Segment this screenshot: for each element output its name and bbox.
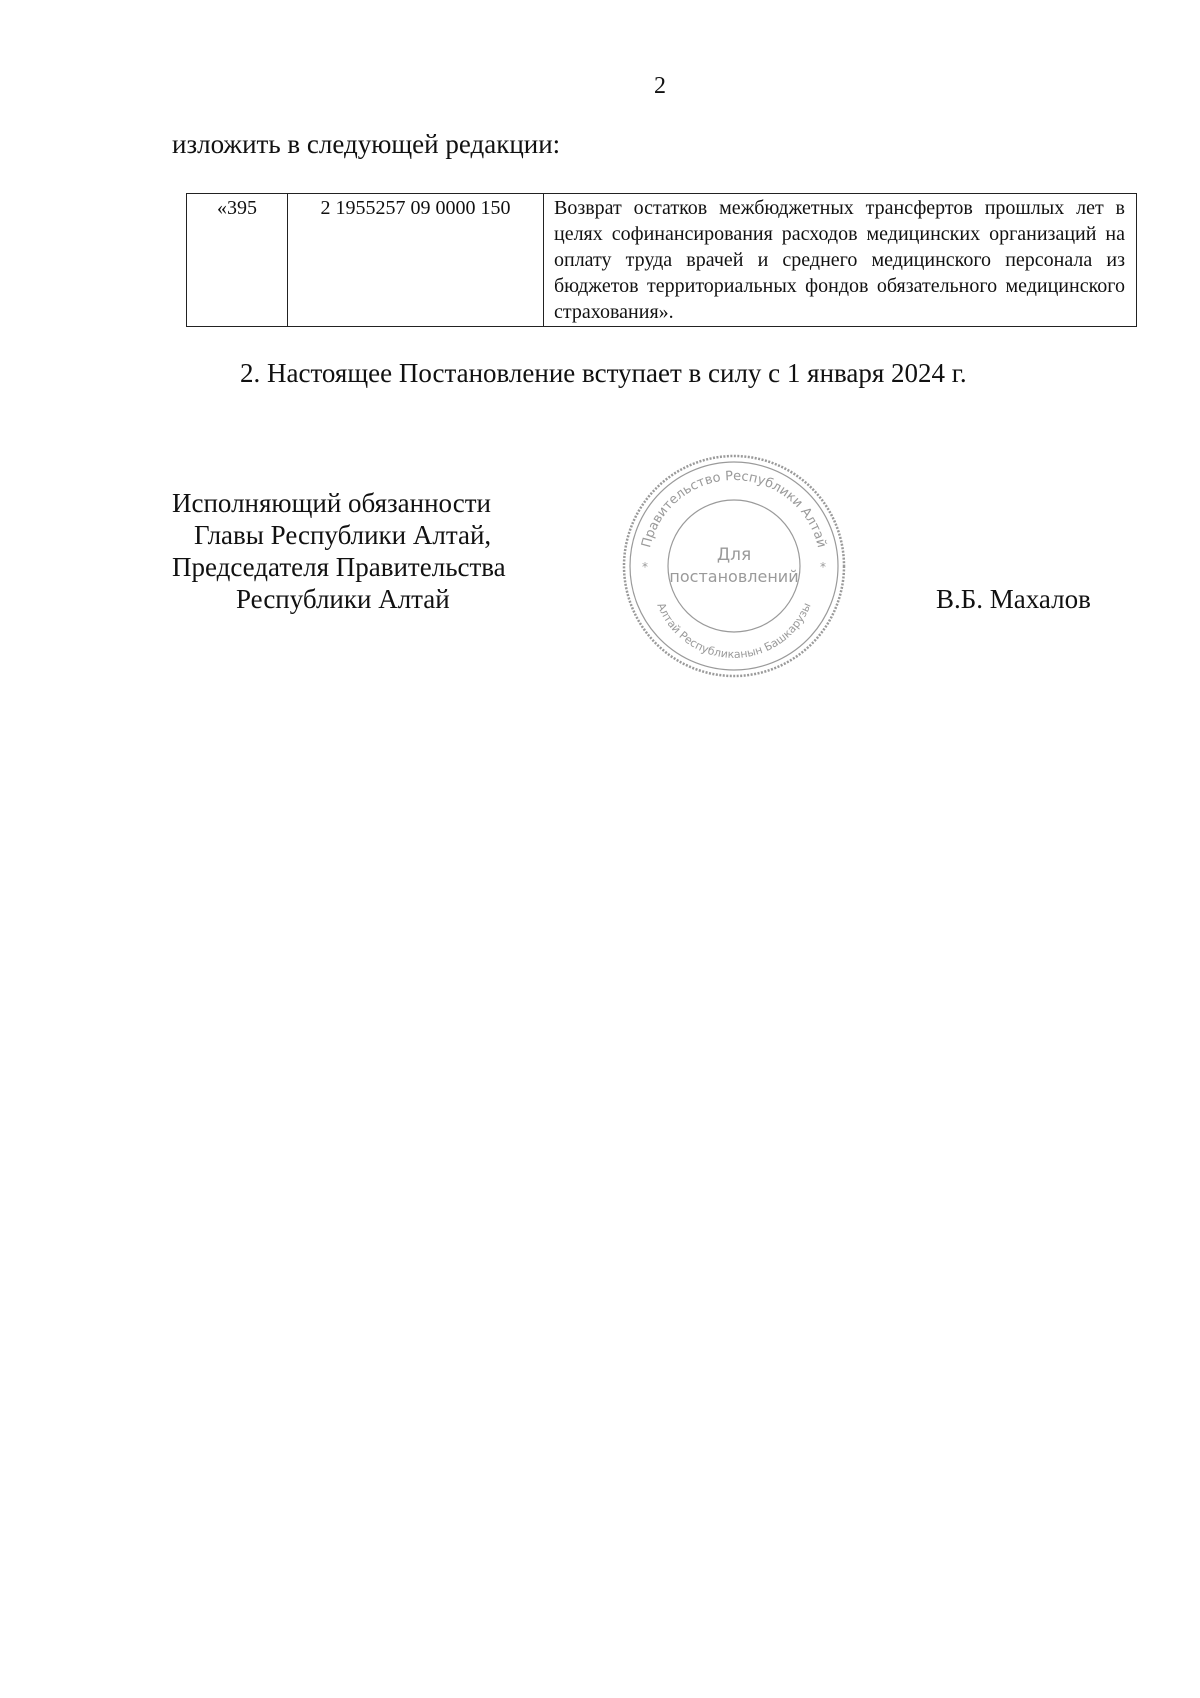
signature-title-line: Главы Республики Алтай,: [194, 520, 492, 550]
intro-text: изложить в следующей редакции:: [172, 129, 561, 159]
code-cell: [187, 194, 288, 327]
stamp-outer-ring: [624, 456, 844, 676]
signature-title-block: [172, 487, 506, 615]
page-number: 2: [654, 73, 666, 99]
stamp-outer-text-top: Правительство Республики Алтай: [639, 468, 829, 550]
stamp-outer-text-bottom: Алтай Республиканын Башкарузы: [654, 600, 814, 662]
revenue-description: Возврат остатков межбюджетных трансфертов прошлых лет в целях софинансирования расходов медицинских организаций на оплату труда врачей и среднего медицинского персонала из бюджетов территориальных фондов обязательного медицинского страхования».: [554, 197, 1125, 323]
signature-title-line: Председателя Правительства: [172, 552, 506, 582]
signature-title-line: Исполняющий обязанности: [172, 488, 491, 518]
stamp-center-line-1: Для: [716, 545, 752, 565]
stamp-inner-ring-1: [630, 462, 838, 670]
paragraph-2: 2. Настоящее Постановление вступает в силу с 1 января 2024 г.: [240, 358, 967, 388]
stamp-star-right: *: [820, 560, 826, 574]
budget-classification-code: 2 1955257 09 0000 150: [320, 197, 511, 219]
table-row: [187, 194, 1137, 327]
stamp-inner-ring-2: [668, 500, 800, 632]
kbk-cell: [288, 194, 544, 327]
stamp-star-left: *: [642, 560, 648, 574]
description-cell: [544, 194, 1137, 327]
stamp-center-line-2: постановлений: [669, 567, 799, 586]
signatory-name: В.Б. Махалов: [936, 584, 1091, 614]
signature-title-line: Республики Алтай: [236, 584, 450, 614]
admin-code: «395: [217, 197, 257, 219]
official-seal-stamp: [620, 452, 848, 680]
budget-code-table: [186, 193, 1137, 327]
